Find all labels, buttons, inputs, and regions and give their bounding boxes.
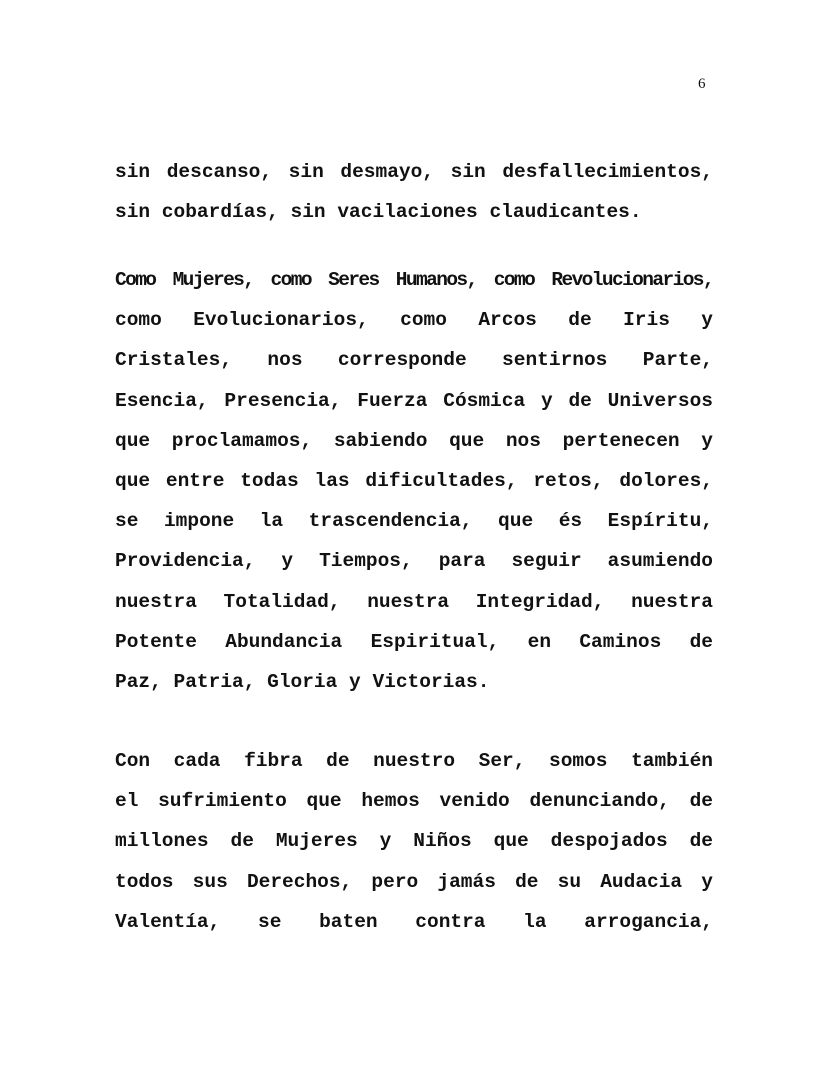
paragraph-2	[115, 260, 713, 702]
text-line: Como Mujeres, como Seres Humanos, como Revolucionarios,	[115, 269, 713, 291]
text-line: todos sus Derechos, pero jamás de su Audacia y	[115, 870, 713, 893]
text-line: Con cada fibra de nuestro Ser, somos también	[115, 750, 713, 772]
page-number: 6	[698, 76, 706, 92]
text-line: que proclamamos, sabiendo que nos pertenecen y	[115, 429, 713, 452]
text-line: que entre todas las dificultades, retos, dolores,	[115, 470, 713, 493]
text-line: sin cobardías, sin vacilaciones claudicantes.	[115, 201, 642, 224]
text-line: como Evolucionarios, como Arcos de Iris y	[115, 309, 713, 332]
paragraph-3	[115, 741, 713, 942]
text-line: nuestra Totalidad, nuestra Integridad, nuestra	[115, 590, 713, 613]
text-line: Potente Abundancia Espiritual, en Caminos de	[115, 630, 713, 653]
text-line: Providencia, y Tiempos, para seguir asumiendo	[115, 550, 713, 573]
text-line: sin descanso, sin desmayo, sin desfallecimientos,	[115, 161, 713, 183]
text-line: Cristales, nos corresponde sentirnos Parte,	[115, 349, 713, 372]
text-line: se impone la trascendencia, que és Espíritu,	[115, 510, 713, 533]
text-line: Paz, Patria, Gloria y Victorias.	[115, 671, 490, 694]
text-line: el sufrimiento que hemos venido denunciando, de	[115, 790, 713, 813]
paragraph-1	[115, 152, 713, 232]
text-line: Esencia, Presencia, Fuerza Cósmica y de Universos	[115, 389, 713, 412]
text-line: millones de Mujeres y Niños que despojados de	[115, 830, 713, 853]
text-line: Valentía, se baten contra la arrogancia,	[115, 910, 713, 933]
